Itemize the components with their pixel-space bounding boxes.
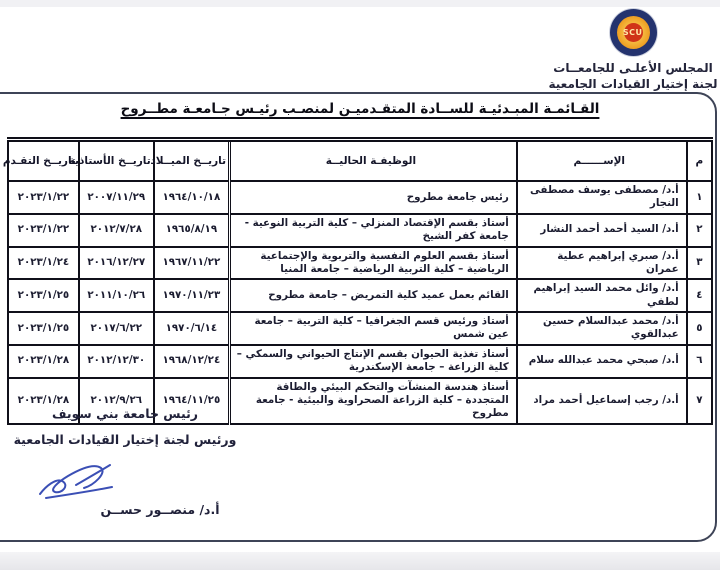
cell-professorship-date: ٢٠٠٧/١١/٢٩ (79, 181, 154, 214)
cell-name: أ.د/ محمد عبدالسلام حسين عبدالقوي (517, 312, 687, 345)
cell-professorship-date: ٢٠١٧/٦/٢٢ (79, 312, 154, 345)
cell-application-date: ٢٠٢٣/١/٢٢ (8, 214, 79, 247)
candidates-table (2, 137, 713, 425)
org-name-line2: لجنة إختيار القيادات الجامعية (548, 76, 718, 91)
scu-logo-icon (610, 9, 657, 56)
scu-logo-mid-ring (617, 16, 650, 49)
table-row (8, 214, 712, 247)
cell-num: ٦ (687, 345, 712, 378)
cell-name: أ.د/ وائل محمد السيد إبراهيم لطفي (517, 279, 687, 312)
signatory-name: أ.د/ منصــور حســن (100, 502, 220, 517)
signature-block (4, 406, 246, 517)
header-current-position: الوظيفـة الحاليــة (230, 140, 517, 182)
cell-name: أ.د/ السيد أحمد أحمد النشار (517, 214, 687, 247)
cell-birth-date: ١٩٦٤/١١/٢٥ (154, 378, 230, 424)
cell-num: ٧ (687, 378, 712, 424)
cell-position: أستاذ تغذية الحيوان بقسم الإنتاج الحيواني والسمكي – كلية الزراعة – جامعة الإسكندرية (230, 345, 517, 378)
table-body (8, 181, 712, 424)
cell-birth-date: ١٩٧٠/٦/١٤ (154, 312, 230, 345)
cell-professorship-date: ٢٠١٢/٩/٢٦ (79, 378, 154, 424)
signature-image (4, 458, 246, 506)
cell-application-date: ٢٠٢٣/١/٢٥ (8, 312, 79, 345)
cell-application-date: ٢٠٢٣/١/٢٢ (8, 181, 79, 214)
document-title: القـائمـة المبـدئيـة للســادة المتقـدميـن لمنصـب رئيـس جـامعـة مطــروح (120, 101, 600, 117)
cell-name: أ.د/ صبحي محمد عبدالله سلام (517, 345, 687, 378)
cell-professorship-date: ٢٠١٢/١٢/٣٠ (79, 345, 154, 378)
scan-top-strip (0, 0, 720, 7)
candidates-table-wrap (2, 137, 713, 425)
org-header (547, 9, 719, 93)
table-row (8, 279, 712, 312)
cell-birth-date: ١٩٧٠/١١/٢٣ (154, 279, 230, 312)
table-row (8, 345, 712, 378)
cell-position: القائم بعمل عميد كلية التمريض – جامعة مطروح (230, 279, 517, 312)
cell-application-date: ٢٠٢٣/١/٢٨ (8, 378, 79, 424)
table-row (8, 181, 712, 214)
cell-application-date: ٢٠٢٣/١/٢٨ (8, 345, 79, 378)
org-name-line1: المجلس الأعلـى للجامعــات (553, 61, 713, 75)
cell-position: أستاذ هندسة المنشآت والتحكم البيئي والطاقة المتجددة – كلية الزراعة الصحراوية والبيئية - جامعة مطروح (230, 378, 517, 424)
cell-name: أ.د/ رجب إسماعيل أحمد مراد (517, 378, 687, 424)
cell-birth-date: ١٩٦٥/٨/١٩ (154, 214, 230, 247)
header-application-date: تاريــخ التقـدم (8, 140, 79, 182)
cell-position: رئيس جامعة مطروح (230, 181, 517, 214)
cell-professorship-date: ٢٠١١/١٠/٢٦ (79, 279, 154, 312)
cell-num: ٥ (687, 312, 712, 345)
cell-name: أ.د/ صبري إبراهيم عطية عمران (517, 247, 687, 280)
table-header-row (8, 140, 712, 182)
footer-title-line2: ورئيس لجنة إختيار القيادات الجامعية (13, 432, 237, 447)
cell-num: ٤ (687, 279, 712, 312)
cell-name: أ.د/ مصطفى يوسف مصطفى النجار (517, 181, 687, 214)
cell-professorship-date: ٢٠١٦/١٢/٢٧ (79, 247, 154, 280)
table-row (8, 312, 712, 345)
header-number: م (687, 140, 712, 182)
scan-bottom-strip (0, 552, 720, 570)
scu-logo-core: SCU (624, 23, 643, 42)
cell-birth-date: ١٩٦٤/١٠/١٨ (154, 181, 230, 214)
cell-application-date: ٢٠٢٣/١/٢٤ (8, 247, 79, 280)
cell-position: أستاذ بقسم الإقتصاد المنزلي – كلية التربية النوعية - جامعة كفر الشيخ (230, 214, 517, 247)
table-row (8, 247, 712, 280)
cell-num: ٣ (687, 247, 712, 280)
header-birth-date: تاريــخ الميــلاد (154, 140, 230, 182)
footer-title-line1: رئيس جامعة بني سويف (52, 406, 198, 421)
cell-professorship-date: ٢٠١٢/٧/٢٨ (79, 214, 154, 247)
cell-birth-date: ١٩٦٨/١٢/٢٤ (154, 345, 230, 378)
header-name: الإســــــم (517, 140, 687, 182)
header-professorship-date: تاريــخ الأستاذية (79, 140, 154, 182)
cell-num: ١ (687, 181, 712, 214)
cell-num: ٢ (687, 214, 712, 247)
cell-birth-date: ١٩٦٧/١١/٢٢ (154, 247, 230, 280)
cell-position: أستاذ ورئيس قسم الجغرافيا – كلية التربية – جامعة عين شمس (230, 312, 517, 345)
signature-scribble-icon (32, 458, 147, 506)
cell-position: أستاذ بقسم العلوم النفسية والتربوية والإجتماعية الرياضية – كلية التربية الرياضية – جامعة المنيا (230, 247, 517, 280)
cell-application-date: ٢٠٢٣/١/٢٥ (8, 279, 79, 312)
